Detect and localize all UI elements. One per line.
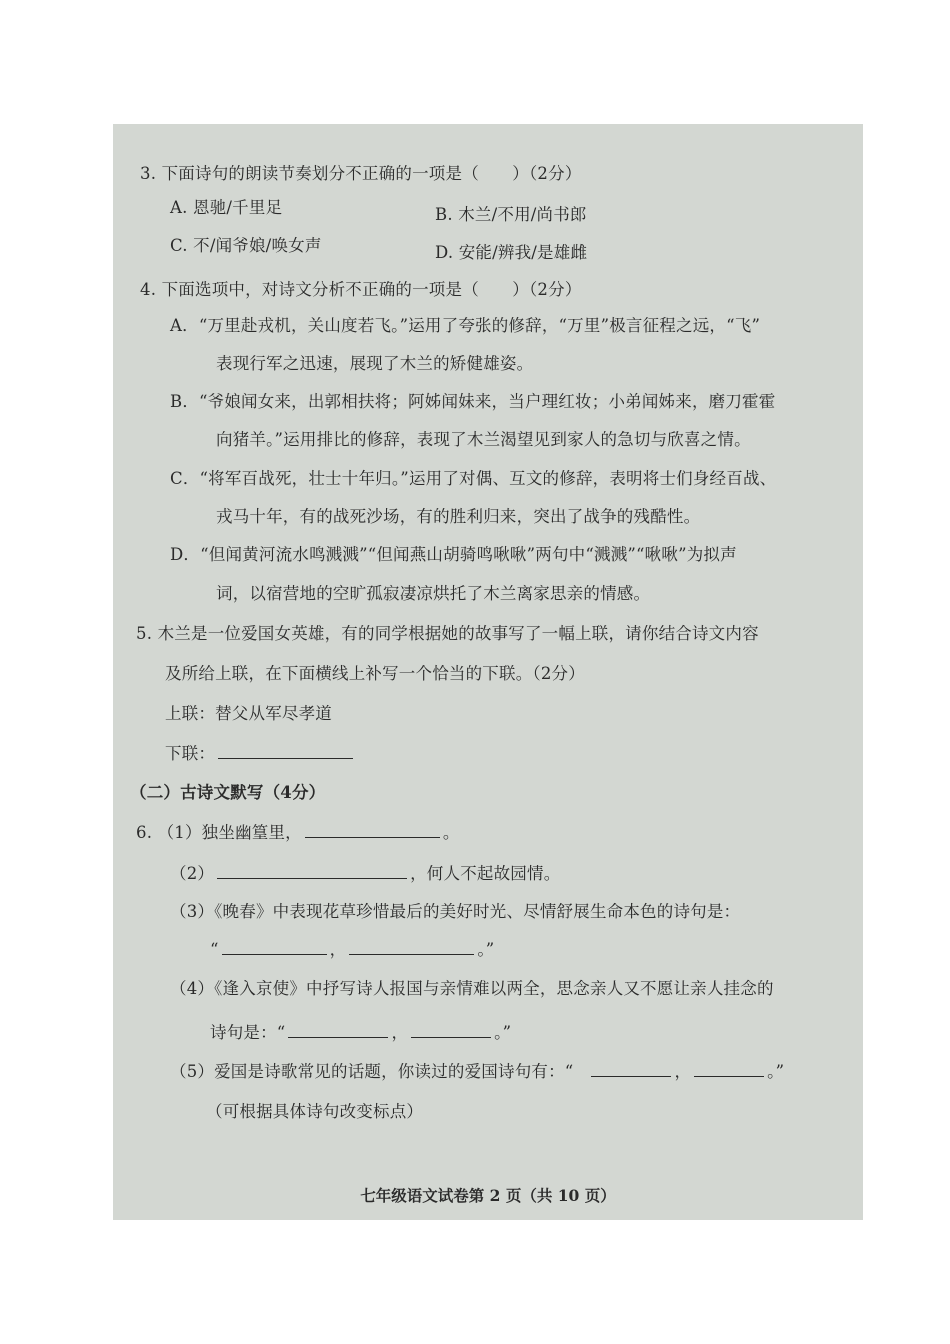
q3-option-d: D. 安能/辨我/是雄雌: [435, 243, 588, 262]
q6-part-5-blank-1[interactable]: [591, 1075, 671, 1077]
q4-option-b-line1: B．“爷娘闻女来，出郭相扶将；阿姊闻妹来，当户理红妆；小弟闻姊来，磨刀霍霍: [170, 392, 776, 411]
q6-part-5: [170, 1058, 784, 1082]
q6-part-4-close: 。”: [494, 1023, 512, 1042]
q6-part-4-blank-2[interactable]: [411, 1036, 491, 1038]
q6-part-3-blank-2[interactable]: [349, 953, 474, 955]
q4-option-b-line2: 向猪羊。”运用排比的修辞，表现了木兰渴望见到家人的急切与欣喜之情。: [216, 430, 751, 449]
q6-part-4-comma: ，: [391, 1023, 409, 1042]
q4-option-c-line1: C．“将军百战死，壮士十年归。”运用了对偶、互文的修辞，表明将士们身经百战、: [170, 469, 777, 488]
q6-part-1: [136, 819, 460, 843]
q6-part-3-open-quote: “: [210, 940, 219, 959]
q6-part-5-note: （可根据具体诗句改变标点）: [206, 1102, 424, 1121]
q6-part-2-text: ，何人不起故园情。: [410, 864, 561, 883]
section-2-heading: （二）古诗文默写（4分）: [130, 783, 326, 802]
lower-couplet-line: [165, 740, 356, 764]
question-3-stem: 3. 下面诗句的朗读节奏划分不正确的一项是（ ）（2分）: [140, 164, 582, 183]
q6-part-4-answer: [210, 1019, 511, 1043]
question-5-line2: 及所给上联，在下面横线上补写一个恰当的下联。（2分）: [165, 664, 585, 683]
lower-couplet-label: 下联：: [165, 744, 216, 763]
q6-part-2-label: （2）: [170, 864, 215, 883]
q4-option-c-line2: 戎马十年，有的战死沙场，有的胜利归来，突出了战争的残酷性。: [216, 507, 701, 526]
q4-option-d-line1: D．“但闻黄河流水鸣溅溅”“但闻燕山胡骑鸣啾啾”两句中“溅溅”“啾啾”为拟声: [170, 545, 737, 564]
q6-part-3-answer: [210, 936, 494, 960]
q6-part-3-close: 。”: [477, 940, 495, 959]
q6-part-5-comma: ，: [674, 1062, 692, 1081]
q6-part-1-blank[interactable]: [305, 836, 440, 838]
q3-option-a: A. 恩驰/千里足: [170, 198, 283, 217]
q6-part-3-blank-1[interactable]: [222, 953, 327, 955]
q6-part-5-blank-2[interactable]: [694, 1075, 764, 1077]
q6-part-4-blank-1[interactable]: [288, 1036, 388, 1038]
q6-part-4-label: 诗句是：“: [210, 1023, 286, 1042]
q3-option-c: C. 不/闻爷娘/唤女声: [170, 236, 322, 255]
q4-option-d-line2: 词，以宿营地的空旷孤寂凄凉烘托了木兰离家思亲的情感。: [216, 584, 651, 603]
q6-part-3-comma: ，: [329, 940, 347, 959]
question-4-stem: 4. 下面选项中，对诗文分析不正确的一项是（ ）（2分）: [140, 280, 582, 299]
exam-page: [113, 124, 863, 1220]
q6-part-2: [170, 860, 560, 884]
q4-option-a-line2: 表现行军之迅速，展现了木兰的矫健雄姿。: [216, 354, 534, 373]
q6-part-5-close: 。”: [767, 1062, 785, 1081]
q6-part-5-stem: （5）爱国是诗歌常见的话题，你读过的爱国诗句有：“: [170, 1062, 574, 1081]
lower-couplet-blank[interactable]: [218, 757, 353, 759]
q6-part-3-stem: （3）《晚春》中表现花草珍惜最后的美好时光、尽情舒展生命本色的诗句是：: [170, 902, 741, 921]
upper-couplet: 上联：替父从军尽孝道: [165, 704, 332, 723]
page-footer: 七年级语文试卷第 2 页（共 10 页）: [360, 1186, 616, 1205]
q6-part-4-stem: （4）《逢入京使》中抒写诗人报国与亲情难以两全，思念亲人又不愿让亲人挂念的: [170, 979, 774, 998]
question-5-line1: 5. 木兰是一位爱国女英雄，有的同学根据她的故事写了一幅上联，请你结合诗文内容: [136, 624, 759, 643]
q3-option-b: B. 木兰/不用/尚书郎: [435, 205, 587, 224]
q4-option-a-line1: A．“万里赴戎机，关山度若飞。”运用了夸张的修辞，“万里”极言征程之远，“飞”: [170, 316, 761, 335]
q6-part-2-blank[interactable]: [217, 877, 407, 879]
q6-part-1-end: 。: [442, 823, 460, 842]
q6-part-1-text: 6. （1）独坐幽篁里，: [136, 823, 302, 842]
